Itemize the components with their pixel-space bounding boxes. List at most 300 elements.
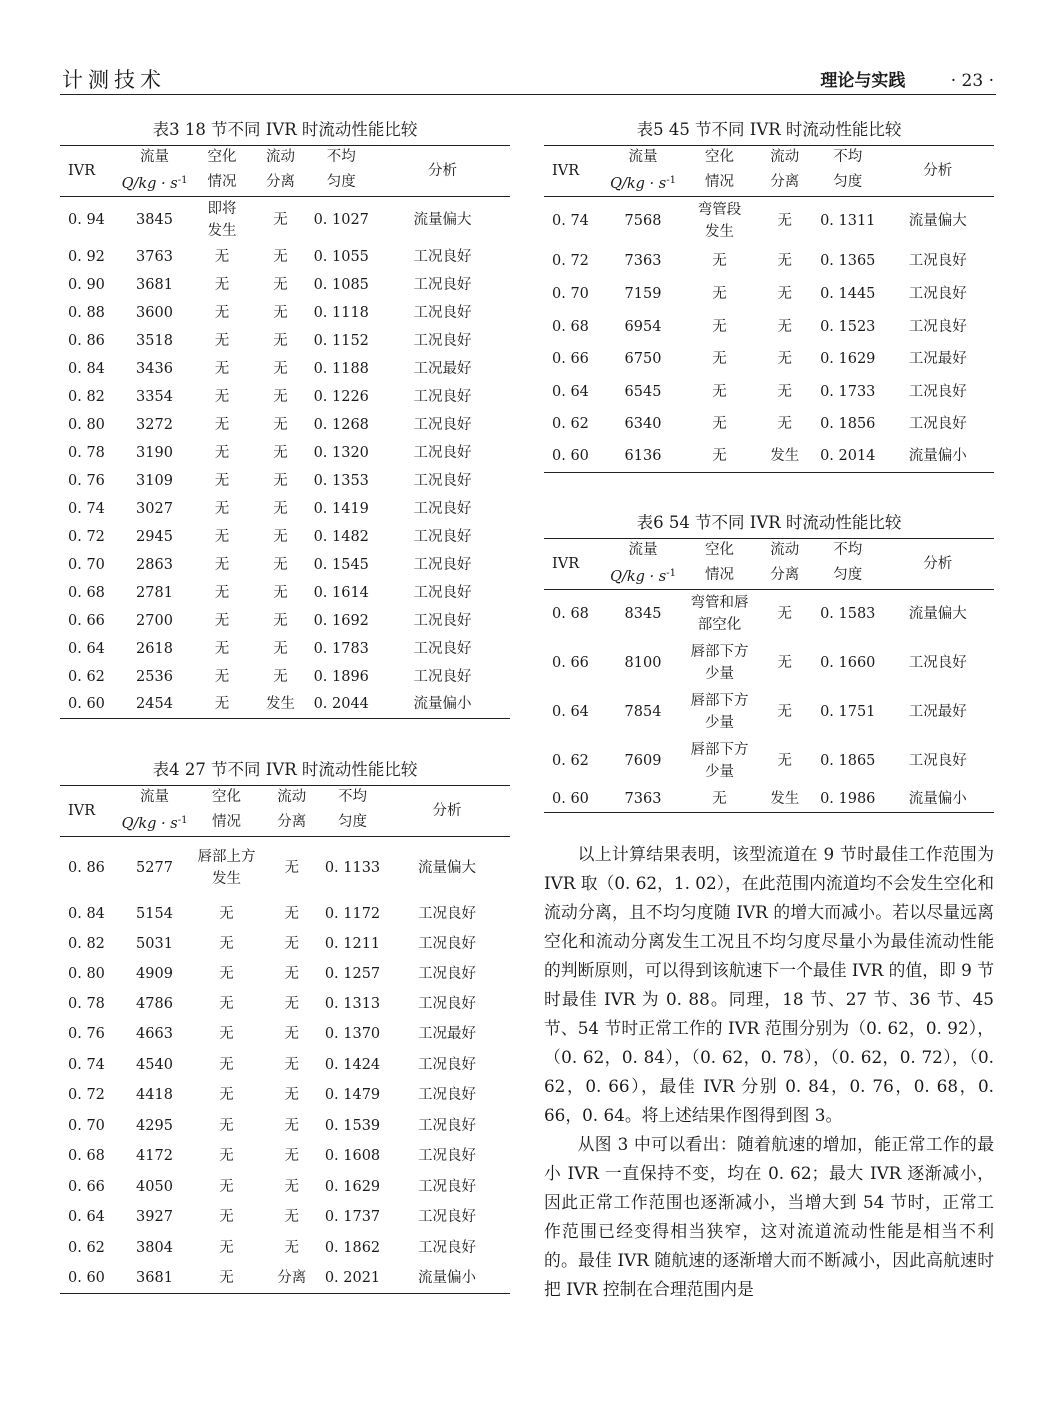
page-number: · 23 ·	[950, 71, 994, 91]
table-cell: 工况良好	[413, 444, 472, 461]
table-cell: 无	[219, 1148, 234, 1164]
table-cell: 5154	[136, 905, 173, 922]
table-cell: 无	[712, 286, 727, 302]
col-header-cavitation: 空化	[684, 146, 756, 170]
table6-caption: 表6 54 节不同 IVR 时流动性能比较	[636, 513, 902, 532]
col-header-uniformity: 不均	[814, 146, 882, 170]
col-header-flow: 流量	[603, 539, 684, 563]
table-cell: 无	[284, 1026, 299, 1042]
table-cell: 7568	[624, 212, 662, 229]
table-cell: 无	[214, 472, 230, 489]
table-cell: 无	[219, 965, 234, 982]
table-cell: 无	[214, 388, 230, 405]
table-cell: 无	[273, 640, 288, 657]
table-cell: 流量偏大	[908, 606, 967, 623]
table-cell: 无	[777, 318, 792, 335]
table-row	[60, 271, 510, 299]
table-row	[544, 197, 994, 245]
table-cell: 5277	[136, 859, 173, 876]
table-row	[60, 523, 510, 551]
table-cell: 无	[214, 668, 230, 685]
table-cell: 0. 62	[68, 1240, 105, 1256]
table-cell: 无	[214, 416, 230, 433]
page-header-right	[820, 66, 994, 91]
table-cell: 工况良好	[413, 612, 472, 629]
table-row	[60, 1202, 510, 1233]
table4	[60, 785, 510, 1294]
table-cell: 工况良好	[418, 995, 476, 1012]
table-cell: 4663	[136, 1026, 173, 1042]
table-cell: 0. 1365	[820, 253, 876, 269]
table-cell: 0. 1226	[313, 388, 369, 405]
table-cell: 0. 1608	[324, 1148, 381, 1164]
table-cell: 0. 74	[552, 212, 589, 229]
table-cell: 无	[712, 318, 727, 335]
table-cell: 0. 1268	[313, 416, 369, 433]
table-cell: 0. 1583	[820, 606, 876, 623]
table-cell: 无	[777, 753, 792, 769]
table-cell: 3027	[136, 500, 173, 517]
table-cell: 3436	[136, 360, 173, 377]
table-cell: 唇部下方 少量	[690, 693, 749, 731]
table-cell: 0. 78	[68, 995, 105, 1012]
table-cell: 无	[214, 304, 230, 321]
table-cell: 工况良好	[418, 1087, 476, 1103]
table-cell: 0. 62	[552, 753, 589, 769]
table-cell: 工况良好	[418, 1240, 476, 1256]
table-cell: 无	[284, 859, 299, 876]
table4-caption: 表4 27 节不同 IVR 时流动性能比较	[152, 760, 418, 779]
col-header-uniformity: 不均	[814, 539, 882, 563]
table-cell: 0. 94	[68, 211, 105, 228]
table-cell: 0. 74	[68, 1056, 105, 1073]
table-cell: 无	[273, 500, 288, 517]
table-row	[544, 343, 994, 376]
table-cell: 无	[284, 1056, 299, 1073]
table-cell: 0. 1629	[324, 1178, 381, 1195]
table-cell: 无	[284, 1117, 299, 1134]
table-cell: 弯管和唇 部空化	[690, 595, 749, 634]
table-cell: 0. 2044	[308, 691, 376, 719]
table-cell: 3109	[136, 472, 173, 489]
table-cell: 无	[284, 995, 299, 1012]
table-cell: 0. 1523	[820, 318, 876, 335]
table-cell: 无	[214, 640, 230, 657]
table-cell: 6750	[624, 351, 662, 367]
table-cell: 0. 1629	[820, 351, 876, 367]
table-cell: 无	[777, 351, 792, 367]
table-row	[60, 197, 510, 243]
table-cell: 无	[712, 253, 727, 269]
table-cell: 0. 64	[552, 704, 589, 720]
table-cell: 无	[777, 383, 792, 400]
table-cell: 0. 68	[68, 1148, 105, 1164]
table-cell: 唇部上方 发生	[197, 848, 256, 887]
table-cell: 2700	[136, 612, 173, 629]
table-cell: 0. 2014	[814, 441, 882, 473]
table-cell: 无	[219, 1087, 234, 1103]
table-row	[544, 311, 994, 343]
table-cell: 无	[777, 253, 792, 269]
table-cell: 工况良好	[418, 1178, 476, 1195]
table-cell: 工况良好	[413, 472, 472, 489]
table-cell: 0. 84	[68, 360, 105, 377]
table-cell: 0. 1896	[313, 668, 369, 685]
table-cell: 工况良好	[908, 655, 967, 671]
table-cell: 3190	[136, 444, 173, 461]
table-cell: 8345	[624, 606, 662, 623]
table-cell: 7363	[624, 253, 662, 269]
col-header-uniformity-2: 匀度	[814, 562, 882, 590]
table-cell: 无	[219, 1209, 234, 1225]
table-cell: 0. 1986	[814, 786, 882, 813]
col-header-uniformity-2: 匀度	[321, 809, 384, 837]
col-header-cavitation-2: 情况	[191, 809, 263, 837]
table-cell: 0. 1660	[820, 655, 876, 671]
table-cell: 唇部下方 少量	[690, 742, 749, 780]
section-title: 理论与实践	[820, 71, 906, 91]
paragraph-2: 从图 3 中可以看出：随着航速的增加，能正常工作的最小 IVR 一直保持不变，均在 0. 62；最大 IVR 逐渐减小，因此正常工作范围也逐渐减小，当增大到 54 节时，正常工作范围已经变得相当狭窄，这对流道流动性能是相当不利的。最佳 IVR 随航速的逐渐增大而不断减小，因此高航速时把 IVR 控制在合理范围内是	[544, 1134, 994, 1299]
header-rule	[60, 94, 996, 95]
table-cell: 6340	[624, 416, 662, 432]
table-row	[60, 1141, 510, 1172]
table-cell: 即将 发生	[207, 200, 237, 239]
table-cell: 无	[214, 612, 230, 629]
col-header-separation: 流动	[756, 146, 815, 170]
table-cell: 0. 1862	[324, 1240, 381, 1256]
table-cell: 6545	[624, 383, 662, 400]
table-cell: 流量偏大	[413, 211, 472, 228]
table-cell: 0. 76	[68, 1026, 105, 1042]
table-cell: 无	[219, 1026, 234, 1042]
table-cell: 0. 80	[68, 965, 105, 982]
table-cell: 3845	[136, 211, 173, 228]
table-row	[60, 929, 510, 959]
table-cell: 工况良好	[418, 1148, 476, 1164]
table-cell: 无	[219, 1178, 234, 1195]
table-row	[60, 959, 510, 989]
col-header-analysis: 分析	[384, 786, 510, 837]
paragraph-1: 以上计算结果表明，该型流道在 9 节时最佳工作范围为 IVR 取（0. 62，1. 02），在此范围内流道均不会发生空化和流动分离，且不均匀度随 IVR 的增大而减小。若以尽量远离空化和流动分离发生工况且不均匀度尽量小为最佳流动性能的判断原则，可以得到该航速下一个最佳 IVR 的值，即 9 节时最佳 IVR 为 0. 88。同理，18 节、27 节、36 节、45 节、54 节时正常工作的 IVR 范围分别为（0. 62，0. 92），（0. 62，0. 84），（0. 62，0. 78），（0. 62，0. 72），（0. 62，0. 66），最佳 IVR 分别 0. 84，0. 76，0. 68，0. 66，0. 64。将上述结果作图得到图 3。	[544, 844, 994, 1125]
table-cell: 无	[273, 668, 288, 685]
table-cell: 无	[219, 905, 234, 922]
table-cell: 0. 64	[552, 383, 589, 400]
table-cell: 无	[214, 360, 230, 377]
col-header-ivr: IVR	[544, 146, 603, 197]
table-cell: 4295	[136, 1117, 173, 1134]
table-cell: 2781	[136, 584, 173, 601]
table-cell: 无	[284, 905, 299, 922]
table-cell: 0. 66	[552, 655, 589, 671]
table-cell: 无	[284, 1087, 299, 1103]
table-cell: 0. 64	[68, 1209, 105, 1225]
col-header-separation: 流动	[263, 786, 322, 810]
table-cell: 工况最好	[908, 351, 967, 367]
table-row	[60, 607, 510, 635]
col-header-uniformity-2: 匀度	[814, 169, 882, 197]
table-cell: 工况良好	[908, 286, 967, 302]
table-cell: 4050	[136, 1178, 173, 1195]
table-cell: 工况良好	[413, 556, 472, 573]
table-cell: 无	[219, 1056, 234, 1073]
table-cell: 7159	[624, 286, 662, 302]
table-cell: 工况良好	[418, 1117, 476, 1134]
table-cell: 工况最好	[413, 360, 472, 377]
table-row	[544, 639, 994, 688]
table-cell: 无	[219, 1240, 234, 1256]
table-cell: 工况良好	[908, 383, 967, 400]
table-cell: 无	[273, 528, 288, 545]
table-cell: 4418	[136, 1087, 173, 1103]
table-cell: 0. 1311	[820, 212, 876, 229]
table-cell: 3272	[136, 416, 173, 433]
table-row	[544, 441, 994, 473]
table-cell: 0. 68	[552, 318, 589, 335]
table-cell: 4172	[136, 1148, 173, 1164]
table-cell: 流量偏大	[908, 212, 967, 229]
table-cell: 工况最好	[908, 704, 967, 720]
table-row	[60, 1019, 510, 1050]
table-cell: 6954	[624, 318, 662, 335]
table-cell: 0. 70	[68, 1117, 105, 1134]
table-row	[544, 376, 994, 408]
table5	[544, 145, 994, 473]
table-cell: 无	[214, 528, 230, 545]
table-cell: 工况良好	[413, 276, 472, 293]
table-cell: 无	[219, 1117, 234, 1134]
table-cell: 0. 82	[68, 935, 105, 952]
table-row	[544, 245, 994, 278]
table-cell: 无	[712, 351, 727, 367]
table-row	[60, 551, 510, 579]
table-cell: 无	[273, 472, 288, 489]
table-row	[60, 1111, 510, 1141]
col-header-separation-2: 分离	[254, 169, 308, 197]
table-cell: 无	[214, 584, 230, 601]
table-cell: 0. 60	[544, 441, 603, 473]
table-cell: 0. 70	[68, 556, 105, 573]
table-cell: 无	[273, 332, 288, 349]
table-cell: 无	[777, 606, 792, 623]
table-cell: 无	[214, 248, 230, 265]
col-header-flow-unit: $Q/kg \cdot s^{-1}$	[603, 562, 684, 590]
table-cell: 无	[273, 388, 288, 405]
table-cell: 0. 1085	[313, 276, 369, 293]
table-cell: 0. 72	[68, 1087, 105, 1103]
table-row	[60, 355, 510, 383]
table-row	[60, 243, 510, 271]
table-cell: 无	[191, 1264, 263, 1294]
table-cell: 6136	[603, 441, 684, 473]
table-cell: 0. 1733	[820, 383, 876, 400]
table-cell: 无	[219, 935, 234, 952]
table-row	[60, 383, 510, 411]
table-cell: 工况良好	[418, 935, 476, 952]
table-cell: 3763	[136, 248, 173, 265]
table-cell: 工况良好	[908, 753, 967, 769]
table-cell: 0. 1172	[324, 905, 381, 922]
table-row	[60, 837, 510, 899]
table-cell: 0. 1545	[313, 556, 369, 573]
table-cell: 0. 1614	[313, 584, 369, 601]
table-row	[544, 590, 994, 639]
table-cell: 工况良好	[908, 253, 967, 269]
table-cell: 0. 72	[68, 528, 105, 545]
col-header-analysis: 分析	[882, 539, 995, 590]
table-cell: 分离	[263, 1264, 322, 1294]
table-row	[60, 439, 510, 467]
table-cell: 0. 86	[68, 859, 105, 876]
table-cell: 工况良好	[413, 304, 472, 321]
table-cell: 3354	[136, 388, 173, 405]
table-cell: 唇部下方 少量	[690, 644, 749, 682]
table-cell: 5031	[136, 935, 173, 952]
table-cell: 0. 1353	[313, 472, 369, 489]
table-cell: 2863	[136, 556, 173, 573]
table-cell: 3927	[136, 1209, 173, 1225]
table-cell: 无	[273, 211, 288, 228]
table6	[544, 538, 994, 813]
table-cell: 无	[684, 786, 756, 813]
table-cell: 无	[777, 704, 792, 720]
body-text	[544, 840, 994, 1304]
col-header-cavitation-2: 情况	[684, 169, 756, 197]
col-header-separation-2: 分离	[756, 169, 815, 197]
table-cell: 3804	[136, 1240, 173, 1256]
table-cell: 发生	[254, 691, 308, 719]
table-cell: 3681	[119, 1264, 191, 1294]
table-cell: 0. 1211	[324, 935, 381, 952]
table-cell: 工况良好	[413, 640, 472, 657]
table-cell: 0. 1539	[324, 1117, 381, 1134]
table-row	[60, 1264, 510, 1294]
table-row	[60, 1172, 510, 1202]
table-cell: 0. 60	[544, 786, 603, 813]
table-row	[60, 327, 510, 355]
table-row	[60, 1050, 510, 1080]
table-cell: 0. 60	[60, 691, 119, 719]
col-header-cavitation: 空化	[191, 786, 263, 810]
table-cell: 无	[284, 1148, 299, 1164]
table3-caption: 表3 18 节不同 IVR 时流动性能比较	[152, 120, 418, 139]
table-row	[544, 408, 994, 441]
table-row	[60, 663, 510, 691]
table-cell: 发生	[756, 786, 815, 813]
table-cell: 0. 68	[552, 606, 589, 623]
table-cell: 4540	[136, 1056, 173, 1073]
table-row	[60, 1080, 510, 1111]
table-cell: 无	[284, 1240, 299, 1256]
table-cell: 0. 1188	[313, 360, 369, 377]
table-cell: 0. 1118	[313, 304, 369, 321]
col-header-flow-unit: $Q/kg \cdot s^{-1}$	[603, 169, 684, 197]
table-cell: 弯管段 发生	[697, 201, 742, 240]
table-cell: 0. 1482	[313, 528, 369, 545]
table-cell: 无	[214, 500, 230, 517]
table-cell: 无	[273, 248, 288, 265]
table-cell: 4909	[136, 965, 173, 982]
col-header-analysis: 分析	[375, 146, 510, 197]
table-cell: 0. 1320	[313, 444, 369, 461]
table-cell: 0. 88	[68, 304, 105, 321]
table-cell: 2536	[136, 668, 173, 685]
table-cell: 无	[214, 444, 230, 461]
table-cell: 无	[273, 276, 288, 293]
table-cell: 3681	[136, 276, 173, 293]
table-cell: 0. 1027	[313, 211, 369, 228]
table-cell: 无	[273, 304, 288, 321]
table-cell: 0. 74	[68, 500, 105, 517]
table-cell: 0. 66	[552, 351, 589, 367]
table-cell: 4786	[136, 995, 173, 1012]
table-cell: 3600	[136, 304, 173, 321]
table-cell: 工况最好	[418, 1026, 476, 1042]
col-header-cavitation: 空化	[684, 539, 756, 563]
table-row	[60, 579, 510, 607]
table-cell: 工况良好	[418, 1056, 476, 1073]
col-header-ivr: IVR	[60, 146, 119, 197]
table-cell: 0. 1751	[820, 704, 876, 720]
table-row	[60, 899, 510, 929]
table-row	[544, 737, 994, 786]
table-cell: 无	[712, 416, 727, 432]
table-row	[60, 1233, 510, 1264]
table-row	[544, 688, 994, 737]
table-cell: 无	[777, 655, 792, 671]
table-cell: 工况良好	[413, 416, 472, 433]
table-cell: 流量偏小	[375, 691, 510, 719]
table-row	[60, 495, 510, 523]
table-cell: 无	[777, 212, 792, 229]
journal-name: 计测技术	[62, 68, 166, 92]
table-cell: 3518	[136, 332, 173, 349]
table-cell: 0. 66	[68, 1178, 105, 1195]
table-cell: 0. 84	[68, 905, 105, 922]
table-cell: 无	[273, 584, 288, 601]
col-header-flow: 流量	[119, 786, 191, 810]
table-cell: 0. 1257	[324, 965, 381, 982]
col-header-ivr: IVR	[544, 539, 603, 590]
table-row	[60, 411, 510, 439]
table-cell: 工况良好	[418, 1209, 476, 1225]
col-header-flow-unit: $Q/kg \cdot s^{-1}$	[119, 169, 191, 197]
table-cell: 无	[777, 286, 792, 302]
table-cell: 0. 76	[68, 472, 105, 489]
col-header-cavitation: 空化	[191, 146, 254, 170]
table-cell: 工况良好	[413, 668, 472, 685]
table-cell: 无	[214, 276, 230, 293]
table-cell: 无	[273, 612, 288, 629]
col-header-uniformity: 不均	[321, 786, 384, 810]
col-header-separation-2: 分离	[756, 562, 815, 590]
table-cell: 无	[284, 1178, 299, 1195]
table-cell: 无	[219, 995, 234, 1012]
table-cell: 0. 1370	[324, 1026, 381, 1042]
col-header-separation-2: 分离	[263, 809, 322, 837]
table-cell: 无	[777, 416, 792, 432]
table-cell: 0. 1133	[324, 859, 381, 876]
table-cell: 0. 90	[68, 276, 105, 293]
table-row	[60, 635, 510, 663]
table-cell: 工况良好	[413, 528, 472, 545]
table-cell: 0. 68	[68, 584, 105, 601]
table-cell: 无	[214, 332, 230, 349]
table-cell: 0. 1737	[324, 1209, 381, 1225]
col-header-separation: 流动	[756, 539, 815, 563]
table5-caption: 表5 45 节不同 IVR 时流动性能比较	[636, 120, 902, 139]
table-cell: 工况良好	[908, 318, 967, 335]
table-cell: 0. 62	[552, 416, 589, 432]
